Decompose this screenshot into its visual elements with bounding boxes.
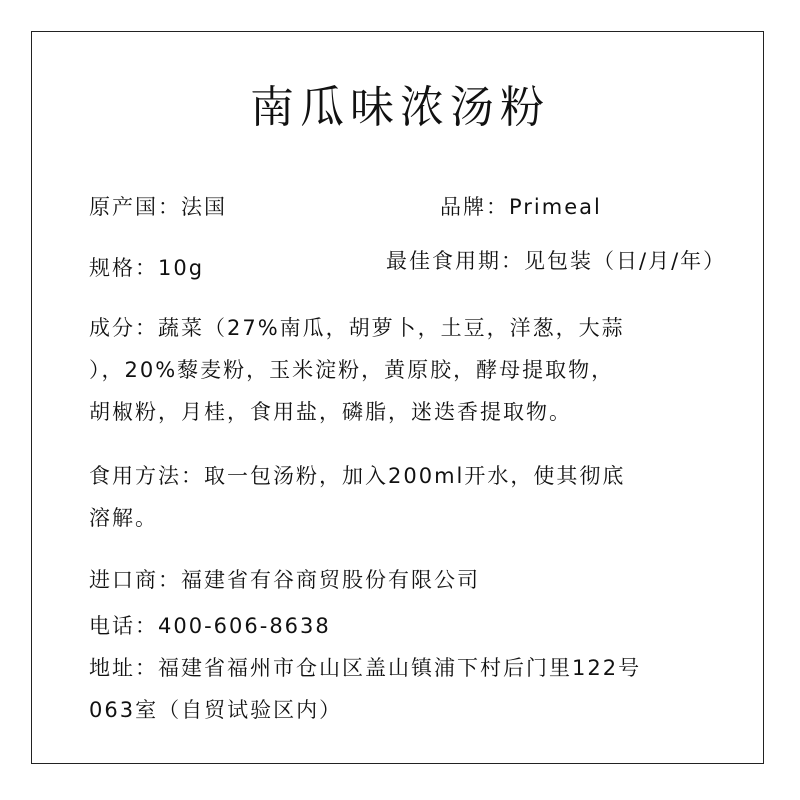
importer-name: 进口商：福建省有谷商贸股份有限公司 (89, 568, 480, 592)
usage-line-1: 食用方法：取一包汤粉，加入200ml开水，使其彻底 (89, 464, 626, 488)
best-before: 最佳食用期：见包装（日/月/年） (386, 249, 727, 273)
importer-address-line-1: 地址：福建省福州市仓山区盖山镇浦下村后门里122号 (89, 656, 642, 680)
usage-line-2: 溶解。 (89, 506, 158, 530)
specification: 规格：10g (89, 256, 205, 280)
origin-country: 原产国：法国 (89, 195, 227, 219)
brand: 品牌：Primeal (440, 195, 602, 219)
ingredients-line-2: ），20%藜麦粉，玉米淀粉，黄原胶，酵母提取物， (89, 358, 615, 382)
product-title: 南瓜味浓汤粉 (250, 82, 550, 133)
importer-address-line-2: 063室（自贸试验区内） (89, 698, 343, 722)
ingredients-line-1: 成分：蔬菜（27%南瓜，胡萝卜，土豆，洋葱，大蒜 (89, 316, 625, 340)
importer-phone: 电话：400-606-8638 (89, 614, 331, 638)
ingredients-line-3: 胡椒粉，月桂，食用盐，磷脂，迷迭香提取物。 (89, 400, 572, 424)
